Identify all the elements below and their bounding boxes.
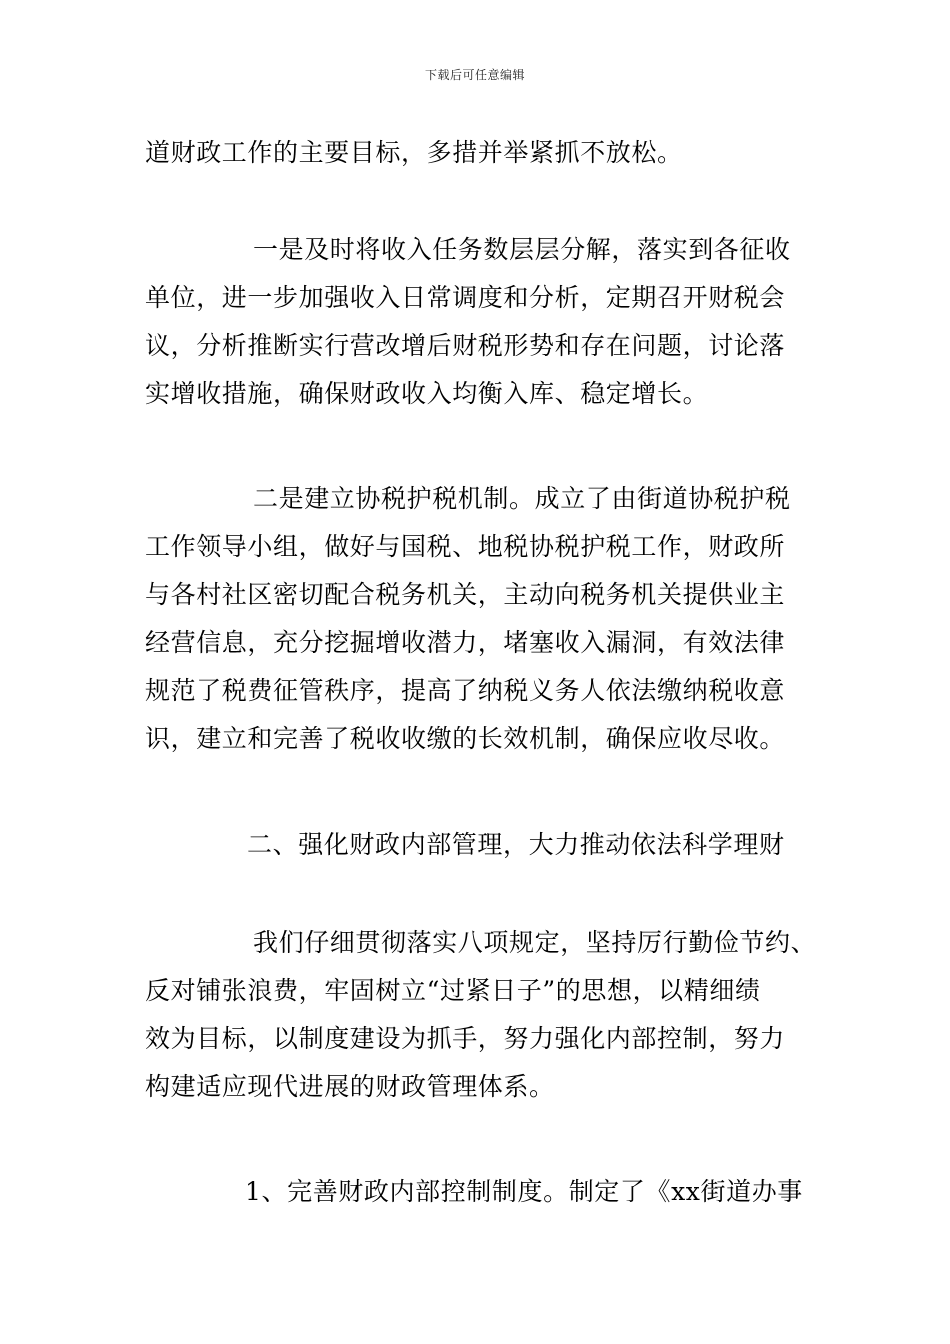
text-line: 与各村社区密切配合税务机关，主动向税务机关提供业主 — [145, 580, 786, 609]
text-line: 识，建立和完善了税收收缴的长效机制，确保应收尽收。 — [145, 724, 786, 753]
text-line: 道财政工作的主要目标，多措并举紧抓不放松。 — [145, 138, 683, 167]
paragraph-internal-management — [145, 919, 817, 1111]
paragraph-list-item-1 — [145, 1168, 811, 1216]
heading-line: 二、强化财政内部管理，大力推动依法科学理财 — [247, 830, 785, 859]
page-header: 下载后可任意编辑 — [424, 68, 525, 82]
paragraph-revenue-decomposition — [145, 226, 811, 418]
text-line: 议，分析推断实行营改增后财税形势和存在问题，讨论落 — [145, 331, 786, 360]
text-line: 一是及时将收入任务数层层分解，落实到各征收 — [253, 235, 791, 264]
text-line: 构建适应现代进展的财政管理体系。 — [145, 1072, 555, 1101]
text-line: 工作领导小组，做好与国税、地税协税护税工作，财政所 — [145, 532, 786, 561]
text-line: 二是建立协税护税机制。成立了由街道协税护税 — [253, 484, 791, 513]
text-line: 经营信息，充分挖掘增收潜力，堵塞收入漏洞，有效法律 — [145, 628, 786, 657]
text-line: 1、完善财政内部控制制度。制定了《xx街道办事 — [245, 1177, 803, 1206]
text-line: 规范了税费征管秩序，提高了纳税义务人依法缴纳税收意 — [145, 676, 786, 705]
text-line: 反对铺张浪费，牢固树立“过紧日子”的思想，以精细绩 — [145, 976, 761, 1005]
paragraph-continuation — [145, 129, 811, 177]
text-line: 单位，进一步加强收入日常调度和分析，定期召开财税会 — [145, 283, 786, 312]
paragraph-tax-assistance — [145, 475, 811, 763]
section-heading — [145, 821, 811, 869]
text-line: 我们仔细贯彻落实八项规定，坚持厉行勤俭节约、 — [253, 928, 817, 957]
text-line: 实增收措施，确保财政收入均衡入库、稳定增长。 — [145, 379, 709, 408]
text-line: 效为目标，以制度建设为抓手，努力强化内部控制，努力 — [145, 1024, 786, 1053]
